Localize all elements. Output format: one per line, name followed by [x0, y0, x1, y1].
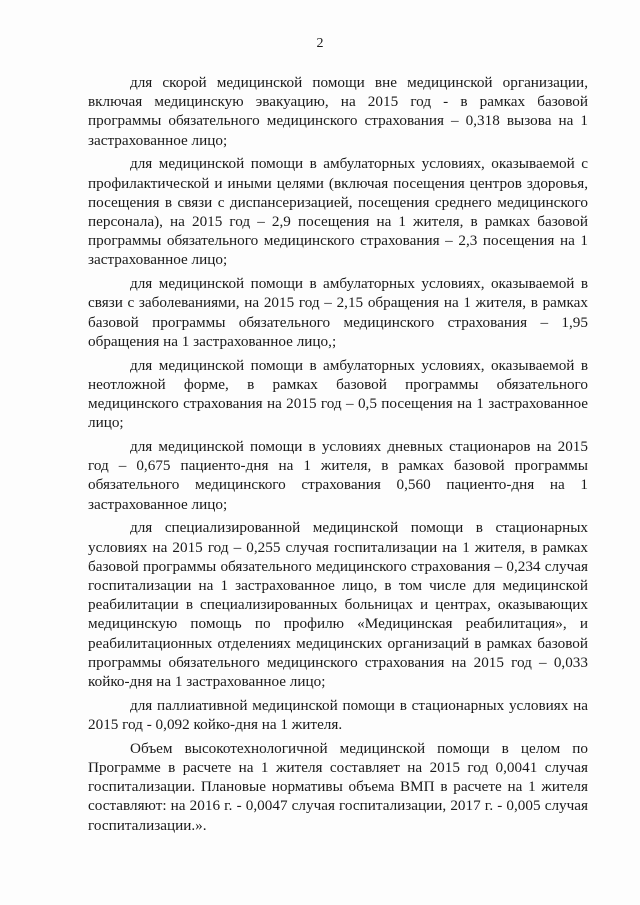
paragraph-specialized-inpatient: для специализированной медицинской помощи в стационарных условиях на 2015 год – 0,255 случая госпитализации на 1 жителя, в рамках базовой программы обязательного медицинского страхования – 0,234 случая госпитализации на 1 застрахованное лицо, в том числе для медицинской реабилитации в специализированных больницах и центрах, оказывающих медицинскую помощь по профилю «Медицинская реабилитация», и реабилитационных отделениях медицинских организаций в рамках базовой программы обязательного медицинского страхования на 2015 год – 0,033 койко-дня на 1 застрахованное лицо;: [88, 519, 588, 691]
page-number: 2: [316, 36, 324, 51]
paragraph-outpatient-urgent: для медицинской помощи в амбулаторных условиях, оказываемой в неотложной форме, в рамках базовой программы обязательного медицинского страхования на 2015 год – 0,5 посещения на 1 застрахованное лицо;: [88, 356, 588, 432]
paragraph-emergency-care: для скорой медицинской помощи вне медицинской организации, включая медицинскую эвакуацию, на 2015 год - в рамках базовой программы обязательного медицинского страхования – 0,318 вызова на 1 застрахованное лицо;: [88, 74, 588, 149]
paragraph-outpatient-disease: для медицинской помощи в амбулаторных условиях, оказываемой в связи с заболеваниями, на 2015 год – 2,15 обращения на 1 жителя, в рамках базовой программы обязательного медицинского страхования – 1,95 обращения на 1 застрахованное лицо,;: [88, 275, 588, 350]
paragraph-palliative-care: для паллиативной медицинской помощи в стационарных условиях на 2015 год - 0,092 койко-дня на 1 жителя.: [88, 696, 588, 734]
paragraph-high-tech-care: Объем высокотехнологичной медицинской помощи в целом по Программе в расчете на 1 жителя составляет на 2015 год 0,0041 случая госпитализации. Плановые нормативы объема ВМП в расчете на 1 жителя составляют: на 2016 г. - 0,0047 случая госпитализации, 2017 г. - 0,005 случая госпитализации.».: [88, 739, 588, 834]
paragraph-outpatient-preventive: для медицинской помощи в амбулаторных условиях, оказываемой с профилактической и иными целями (включая посещения центров здоровья, посещения в связи с диспансеризацией, посещения среднего медицинского персонала), на 2015 год – 2,9 посещения на 1 жителя, в рамках базовой программы обязательного медицинского страхования – 2,3 посещения на 1 застрахованное лицо;: [88, 155, 588, 269]
document-body: [88, 73, 588, 839]
paragraph-day-hospital: для медицинской помощи в условиях дневных стационаров на 2015 год – 0,675 пациенто-дня на 1 жителя, в рамках базовой программы обязательного медицинского страхования 0,560 пациенто-дня на 1 застрахованное лицо;: [88, 438, 588, 513]
